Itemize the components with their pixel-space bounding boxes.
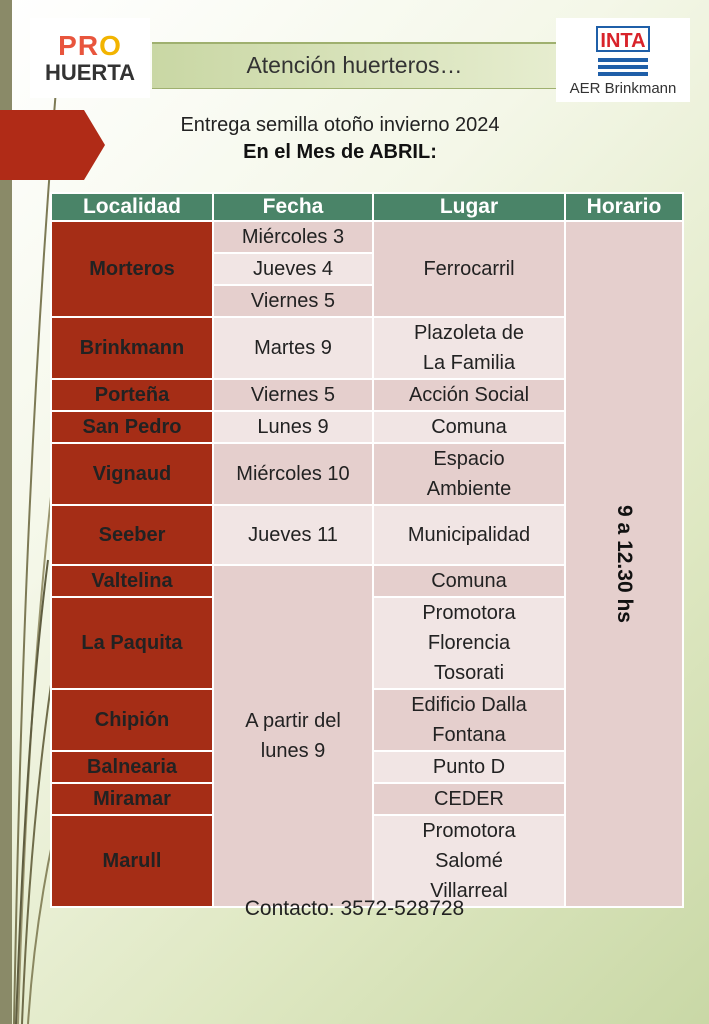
fecha-cell: Jueves 4 (214, 254, 372, 284)
pro-logo-text: PRO (58, 30, 122, 61)
schedule-table (50, 192, 684, 908)
lugar-line: Edificio Dalla (411, 694, 527, 716)
inta-logo (556, 18, 690, 102)
lugar-cell (374, 318, 564, 378)
lugar-line: Florencia (427, 632, 511, 654)
table-row (52, 222, 682, 252)
table-header-row (52, 194, 682, 220)
lugar-line: La Familia (422, 352, 516, 374)
fecha-grouped-cell (214, 566, 372, 906)
lugar-cell: Comuna (374, 566, 564, 596)
header-localidad: Localidad (52, 194, 212, 220)
lugar-line: Plazoleta de (413, 322, 525, 344)
fecha-cell: Martes 9 (214, 318, 372, 378)
localidad-cell: Vignaud (52, 444, 212, 504)
intro-line-1: Entrega semilla otoño invierno 2024 (180, 114, 500, 136)
lugar-line: Promotora (422, 602, 516, 624)
fecha-cell: Lunes 9 (214, 412, 372, 442)
red-arrow-decoration (0, 110, 105, 180)
huerta-logo-text: HUERTA (44, 60, 136, 85)
localidad-cell: Valtelina (52, 566, 212, 596)
fecha-line: lunes 9 (260, 740, 326, 762)
localidad-cell: Chipión (52, 690, 212, 750)
lugar-cell: Acción Social (374, 380, 564, 410)
lugar-cell: Ferrocarril (374, 222, 564, 316)
header-fecha: Fecha (214, 194, 372, 220)
localidad-cell: San Pedro (52, 412, 212, 442)
fecha-cell: Miércoles 10 (214, 444, 372, 504)
lugar-cell: Punto D (374, 752, 564, 782)
lugar-cell: Municipalidad (374, 506, 564, 564)
localidad-cell: Morteros (52, 222, 212, 316)
lugar-cell: Comuna (374, 412, 564, 442)
inta-badge (596, 24, 650, 80)
lugar-line: Fontana (432, 724, 506, 746)
header-lugar: Lugar (374, 194, 564, 220)
fecha-cell: Miércoles 3 (214, 222, 372, 252)
lugar-cell (374, 598, 564, 688)
lugar-line: Salomé (435, 850, 503, 872)
contact-text: Contacto: 3572-528728 (244, 897, 465, 920)
lugar-cell (374, 690, 564, 750)
lugar-cell (374, 816, 564, 906)
fecha-line: A partir del (245, 710, 341, 732)
inta-stripes-icon (598, 56, 648, 78)
intro-line-2: En el Mes de ABRIL: (243, 141, 437, 163)
pro-huerta-logo (30, 18, 150, 98)
page-title: Atención huerteros… (246, 52, 463, 78)
fecha-cell: Viernes 5 (214, 286, 372, 316)
lugar-line: Promotora (422, 820, 516, 842)
fecha-cell: Viernes 5 (214, 380, 372, 410)
lugar-line: Villarreal (430, 880, 508, 902)
lugar-line: Ambiente (426, 478, 512, 500)
localidad-cell: La Paquita (52, 598, 212, 688)
lugar-line: Espacio (433, 448, 505, 470)
horario-text: 9 a 12.30 hs (613, 505, 636, 623)
localidad-cell: Balnearia (52, 752, 212, 782)
header-horario: Horario (566, 194, 682, 220)
localidad-cell: Marull (52, 816, 212, 906)
title-banner (152, 42, 557, 89)
lugar-cell (374, 444, 564, 504)
localidad-cell: Seeber (52, 506, 212, 564)
lugar-cell: CEDER (374, 784, 564, 814)
horario-cell (566, 222, 682, 906)
localidad-cell: Brinkmann (52, 318, 212, 378)
fecha-cell: Jueves 11 (214, 506, 372, 564)
inta-badge-text: INTA (596, 26, 650, 52)
inta-subtitle: AER Brinkmann (569, 80, 677, 97)
localidad-cell: Miramar (52, 784, 212, 814)
localidad-cell: Porteña (52, 380, 212, 410)
lugar-line: Tosorati (433, 662, 505, 684)
